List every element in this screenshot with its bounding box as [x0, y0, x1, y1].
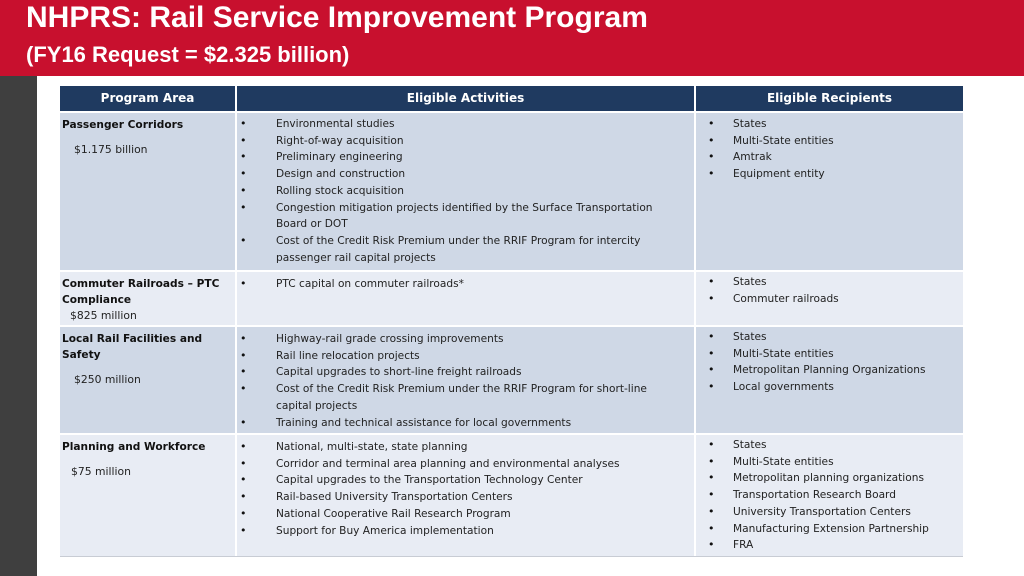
activity-item: • Environmental studies	[237, 116, 694, 133]
recipient-item: • Metropolitan Planning Organizations	[696, 362, 963, 379]
table-row-passenger-corridors	[60, 113, 963, 272]
header-eligible-recipients: Eligible Recipients	[696, 86, 963, 111]
side-strip	[0, 76, 37, 576]
program-area-name: Local Rail Facilities and Safety	[62, 333, 203, 361]
header-program-area: Program Area	[60, 86, 237, 111]
program-area-cell	[60, 113, 237, 270]
recipient-item: • States	[696, 329, 963, 346]
recipient-item: • Transportation Research Board	[696, 487, 963, 504]
activity-item: • Congestion mitigation projects identified by the Surface Transportation Board or DOT	[237, 200, 694, 233]
activity-item: • Support for Buy America implementation	[237, 523, 694, 540]
table-row-commuter-railroads	[60, 272, 963, 327]
recipient-item: • States	[696, 437, 963, 454]
header-eligible-activities: Eligible Activities	[237, 86, 696, 111]
activities-cell	[237, 113, 696, 270]
recipient-item: • Multi-State entities	[696, 133, 963, 150]
activity-item: • Training and technical assistance for local governments	[237, 415, 694, 432]
recipient-item: • States	[696, 274, 963, 291]
activity-item: • Cost of the Credit Risk Premium under the RRIF Program for short-line capital projects	[237, 381, 694, 414]
recipient-item: • Amtrak	[696, 149, 963, 166]
activity-item: • Right-of-way acquisition	[237, 133, 694, 150]
program-area-amount: $75 million	[71, 465, 132, 478]
recipient-item: • Commuter railroads	[696, 291, 963, 308]
activity-item: • Rail line relocation projects	[237, 348, 694, 365]
table-row-local-rail	[60, 327, 963, 435]
recipient-item: • Manufacturing Extension Partnership	[696, 521, 963, 538]
program-area-name: Passenger Corridors	[62, 119, 184, 131]
activity-item: • PTC capital on commuter railroads*	[237, 276, 694, 293]
activities-cell	[237, 327, 696, 433]
slide-subtitle: (FY16 Request = $2.325 billion)	[26, 42, 350, 67]
activities-cell	[237, 272, 696, 325]
program-area-cell	[60, 272, 237, 325]
recipient-item: • University Transportation Centers	[696, 504, 963, 521]
activities-cell	[237, 435, 696, 556]
activity-item: • National, multi-state, state planning	[237, 439, 694, 456]
program-area-cell	[60, 435, 237, 556]
recipients-cell	[696, 113, 963, 270]
program-area-amount: $1.175 billion	[74, 143, 148, 156]
activity-item: • Rail-based University Transportation Centers	[237, 489, 694, 506]
program-table	[60, 86, 963, 557]
activity-item: • Design and construction	[237, 166, 694, 183]
recipient-item: • States	[696, 116, 963, 133]
recipient-item: • FRA	[696, 537, 963, 554]
slide-title: NHPRS: Rail Service Improvement Program	[26, 1, 648, 34]
recipient-item: • Metropolitan planning organizations	[696, 470, 963, 487]
recipient-item: • Multi-State entities	[696, 346, 963, 363]
activity-item: • National Cooperative Rail Research Program	[237, 506, 694, 523]
program-area-name: Planning and Workforce	[62, 441, 206, 453]
recipients-cell	[696, 435, 963, 556]
activity-item: • Preliminary engineering	[237, 149, 694, 166]
activity-item: • Capital upgrades to short-line freight railroads	[237, 364, 694, 381]
program-area-cell	[60, 327, 237, 433]
recipient-item: • Local governments	[696, 379, 963, 396]
activity-item: • Highway-rail grade crossing improvements	[237, 331, 694, 348]
activity-item: • Cost of the Credit Risk Premium under the RRIF Program for intercity passenger rail capital projects	[237, 233, 694, 266]
program-area-amount: $825 million	[70, 309, 137, 322]
table-row-planning-workforce	[60, 435, 963, 557]
table-header-row	[60, 86, 963, 113]
recipients-cell	[696, 327, 963, 433]
program-area-name: Commuter Railroads – PTC Compliance	[62, 278, 220, 306]
activity-item: • Corridor and terminal area planning and environmental analyses	[237, 456, 694, 473]
program-area-amount: $250 million	[74, 373, 141, 386]
recipient-item: • Multi-State entities	[696, 454, 963, 471]
recipient-item: • Equipment entity	[696, 166, 963, 183]
activity-item: • Rolling stock acquisition	[237, 183, 694, 200]
activity-item: • Capital upgrades to the Transportation Technology Center	[237, 472, 694, 489]
title-banner	[0, 0, 1024, 76]
recipients-cell	[696, 272, 963, 325]
